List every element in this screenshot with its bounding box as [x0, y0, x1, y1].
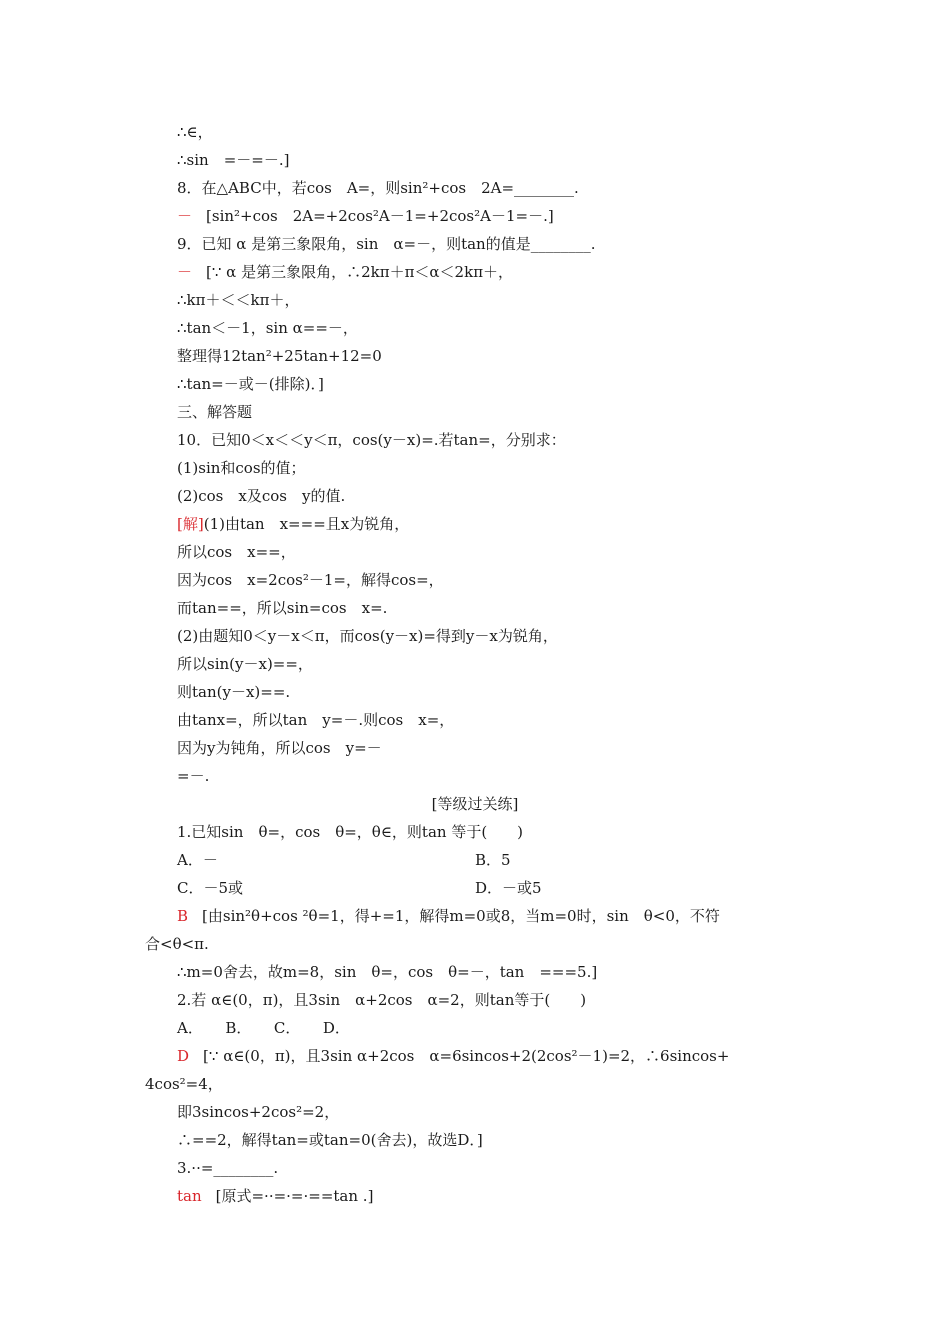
- practice-q2-options: A． B． C． D．: [177, 1019, 350, 1037]
- text-line: (1)sin和cos的值；: [177, 459, 306, 477]
- text-line: 而tan==，所以sin=cos x=.: [177, 599, 388, 617]
- text-line: 由tanx=，所以tan y=－.则cos x=，: [177, 711, 455, 729]
- practice-q1-stem: 1.已知sin θ=，cos θ=，θ∈，则tan 等于( ): [177, 823, 524, 841]
- text-line: 因为cos x=2cos²－1=，解得cos=，: [177, 571, 444, 589]
- text-line: 所以sin(y－x)==，: [177, 655, 313, 673]
- section-heading: 三、解答题: [177, 403, 253, 421]
- answer-8: － [sin²+cos 2A=+2cos²A－1=+2cos²A－1=－.]: [177, 207, 554, 225]
- text-line: 整理得12tan²+25tan+12=0: [177, 347, 382, 365]
- text-line: ∴tan=－或－(排除)．]: [177, 375, 324, 393]
- text-line: (2)cos x及cos y的值.: [177, 487, 346, 505]
- text-line: (2)由题知0＜y－x＜π，而cos(y－x)=得到y－x为锐角，: [177, 627, 558, 645]
- practice-q2-stem: 2.若 α∈(0，π)，且3sin α+2cos α=2，则tan等于( ): [177, 991, 587, 1009]
- practice-q1-option-a: A．－: [177, 851, 218, 869]
- question-9: 9．已知 α 是第三象限角，sin α=－，则tan的值是________.: [177, 235, 596, 253]
- text-line: 因为y为钝角，所以cos y=－: [177, 739, 382, 757]
- answer-9: － [∵ α 是第三象限角，∴2kπ＋π＜α＜2kπ＋，: [177, 263, 514, 281]
- question-8: 8．在△ABC中，若cos A=，则sin²+cos 2A=________.: [177, 179, 579, 197]
- text-line: ∴∈，: [177, 123, 213, 141]
- practice-q1-option-c: C．－5或: [177, 879, 244, 897]
- text-line: ∴==2，解得tan=或tan=0(舍去)，故选D．]: [177, 1131, 483, 1149]
- practice-q3-answer: tan [原式=··=·=·==tan .]: [177, 1187, 374, 1205]
- solution-10: [解](1)由tan x===且x为锐角，: [177, 515, 410, 533]
- text-line: 则tan(y－x)==.: [177, 683, 291, 701]
- practice-q1-answer: B [由sin²θ+cos ²θ=1，得+=1，解得m=0或8，当m=0时，sin θ<0，不符: [177, 907, 720, 925]
- text-line: 合<θ<π.: [145, 935, 209, 953]
- text-line: 即3sincos+2cos²=2，: [177, 1103, 340, 1121]
- text-line: 4cos²=4，: [145, 1075, 223, 1093]
- practice-q1-option-b: B．5: [475, 851, 511, 869]
- text-line: ∴tan＜－1，sin α==－，: [177, 319, 358, 337]
- question-10: 10．已知0＜x＜＜y＜π，cos(y－x)=.若tan=，分别求：: [177, 431, 566, 449]
- text-line: ∴sin =－=－.]: [177, 151, 290, 169]
- text-line: ∴m=0舍去，故m=8，sin θ=，cos θ=－，tan ===5.]: [177, 963, 598, 981]
- practice-q1-option-d: D．－或5: [475, 879, 542, 897]
- practice-q3-stem: 3.··=________.: [177, 1159, 279, 1177]
- section-title: [等级过关练]: [431, 795, 519, 813]
- text-line: ∴kπ＋＜＜kπ＋，: [177, 291, 300, 309]
- text-line: 所以cos x==，: [177, 543, 296, 561]
- practice-q2-answer: D [∵ α∈(0，π)，且3sin α+2cos α=6sincos+2(2cos²－1)=2，∴6sincos+: [177, 1047, 730, 1065]
- text-line: =－.: [177, 767, 210, 785]
